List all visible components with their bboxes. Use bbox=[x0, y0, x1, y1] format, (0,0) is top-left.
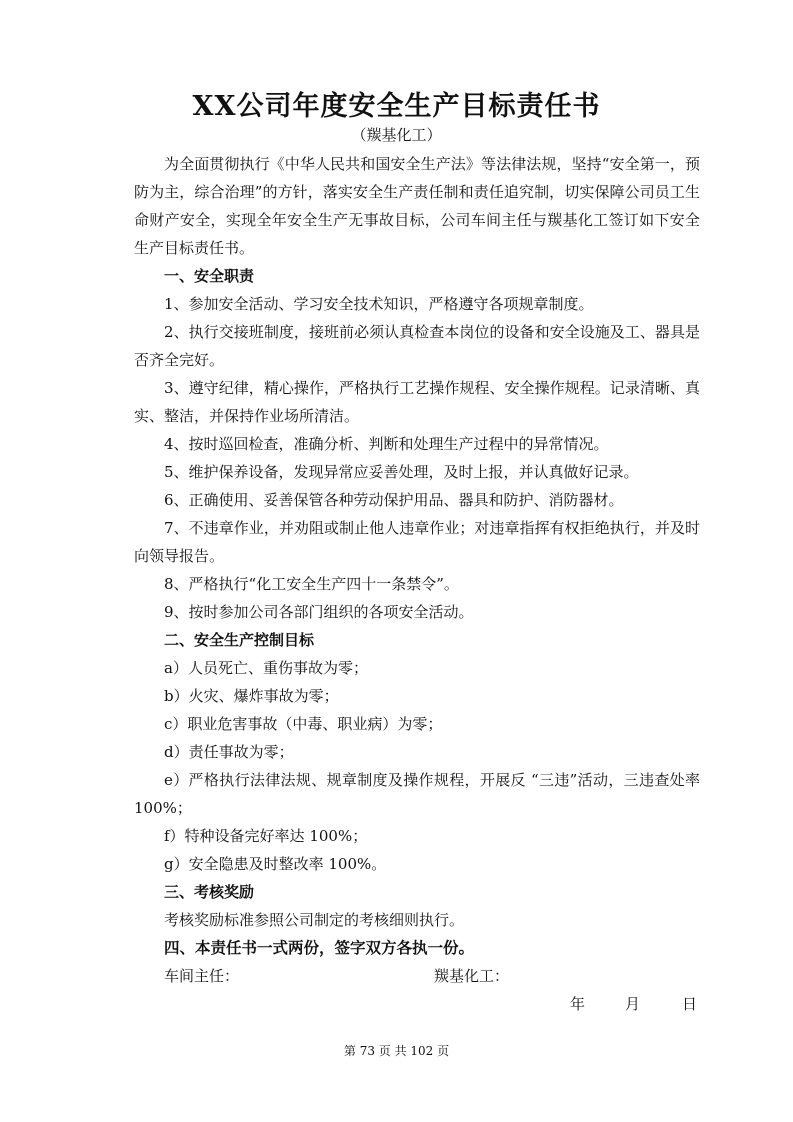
duty-item: 7、不违章作业，并劝阻或制止他人违章作业；对违章指挥有权拒绝执行，并及时向领导报告。 bbox=[134, 519, 700, 565]
duty-item: 1、参加安全活动、学习安全技术知识，严格遵守各项规章制度。 bbox=[164, 295, 594, 313]
target-item: d）责任事故为零； bbox=[164, 743, 294, 761]
page-footer: 第 73 页 共 102 页 bbox=[343, 1044, 450, 1058]
date-day: 日 bbox=[682, 995, 698, 1013]
duty-item: 4、按时巡回检查，准确分析、判断和处理生产过程中的异常情况。 bbox=[164, 435, 609, 453]
duty-item: 3、遵守纪律，精心操作，严格执行工艺操作规程、安全操作规程。记录清晰、真实、整洁，并保持作业场所清洁。 bbox=[134, 379, 700, 425]
signature-workshop-director: 车间主任： bbox=[164, 967, 240, 985]
date-month: 月 bbox=[625, 995, 641, 1013]
signature-row bbox=[134, 962, 700, 990]
section-heading-duties: 一、安全职责 bbox=[164, 267, 255, 285]
target-item: g）安全隐患及时整改率 100%。 bbox=[164, 855, 387, 873]
signature-carbonyl-chemical: 羰基化工： bbox=[434, 967, 510, 985]
duty-item: 5、维护保养设备，发现异常应妥善处理，及时上报，并认真做好记录。 bbox=[164, 463, 639, 481]
duty-item: 6、正确使用、妥善保管各种劳动保护用品、器具和防护、消防器材。 bbox=[164, 491, 624, 509]
section-heading-targets: 二、安全生产控制目标 bbox=[164, 631, 315, 649]
target-item: e）严格执行法律法规、规章制度及操作规程，开展反 “三违”活动，三违查处率 100%； bbox=[134, 771, 700, 817]
document-subtitle: （羰基化工） bbox=[351, 126, 442, 144]
document-title: XX公司年度安全生产目标责任书 bbox=[192, 91, 601, 122]
intro-paragraph: 为全面贯彻执行《中华人民共和国安全生产法》等法律法规，坚持“安全第一，预防为主，综合治理”的方针，落实安全生产责任制和责任追究制，切实保障公司员工生命财产安全，实现全年安全生产无事故目标，公司车间主任与羰基化工签订如下安全生产目标责任书。 bbox=[134, 155, 700, 257]
date-row bbox=[134, 990, 700, 1020]
duty-item: 2、执行交接班制度，接班前必须认真检查本岗位的设备和安全设施及工、器具是否齐全完好。 bbox=[134, 323, 700, 369]
assessment-text: 考核奖励标准参照公司制定的考核细则执行。 bbox=[164, 911, 465, 929]
duty-item: 9、按时参加公司各部门组织的各项安全活动。 bbox=[164, 603, 474, 621]
target-item: b）火灾、爆炸事故为零； bbox=[164, 687, 339, 705]
target-item: c）职业危害事故（中毒、职业病）为零； bbox=[164, 715, 443, 733]
target-item: f）特种设备完好率达 100%； bbox=[164, 827, 368, 845]
section-heading-copies: 四、本责任书一式两份，签字双方各执一份。 bbox=[164, 938, 475, 957]
section-heading-assessment: 三、考核奖励 bbox=[164, 883, 255, 901]
target-item: a）人员死亡、重伤事故为零； bbox=[164, 659, 368, 677]
document-body bbox=[134, 150, 700, 1020]
duty-item: 8、严格执行“化工安全生产四十一条禁令”。 bbox=[164, 575, 459, 593]
date-year: 年 bbox=[570, 995, 586, 1013]
